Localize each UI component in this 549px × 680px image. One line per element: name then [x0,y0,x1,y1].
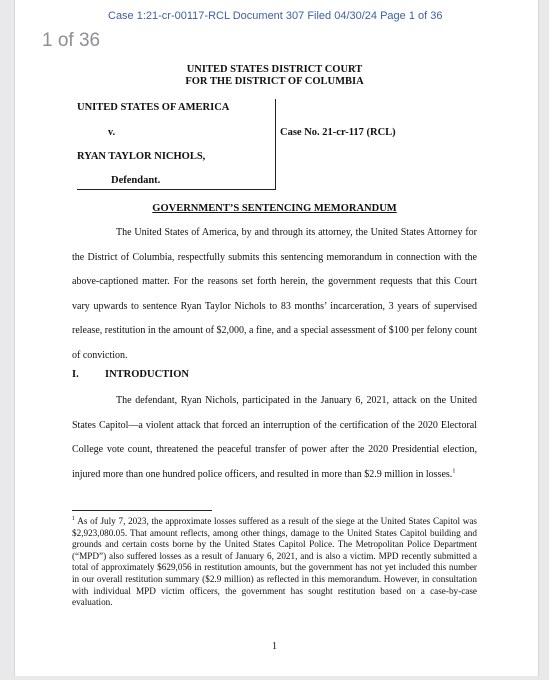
caption-versus: v. [108,127,115,138]
section-heading [72,369,189,380]
intro-paragraph: The United States of America, by and through its attorney, the United States Attorney for the District of Columbia, respectfully submits this sentencing memorandum in connection with the above-captioned matter. For the reasons set forth herein, the government requests that this Court vary upwards to sentence Ryan Taylor Nichols to 83 months’ incarceration, 3 years of supervised release, restitution in the amount of $2,000, a fine, and a special assessment of $100 per felony count of conviction. [72,227,477,361]
section-number: I. [72,369,79,380]
footnote [72,516,477,609]
section-paragraph [72,389,477,487]
footnote-text: As of July 7, 2023, the approximate losses suffered as a result of the siege at the United States Capitol was $2,923,080.05. That amount reflects, among other things, damage to the United States Capitol building and grounds and certain costs borne by the United States Capitol Police. The Metropolitan Police Department (“MPD”) also suffered losses as a result of January 6, 2021, and is also a victim. MPD recently submitted a total of approximately $629,056 in restitution amounts, but the government has not yet included this number in our overall restitution summary ($2.9 million) as reflected in this memorandum. However, in consultation with individual MPD victim officers, the government has sought restitution based on a case-by-case evaluation. [72,516,478,608]
court-name-line1: UNITED STATES DISTRICT COURT [186,64,363,75]
caption-defendant-label: Defendant. [111,175,161,186]
section-title: INTRODUCTION [105,369,190,380]
caption-divider-horizontal [77,189,276,190]
footnote-reference[interactable]: 1 [452,467,456,475]
memorandum-title: GOVERNMENT’S SENTENCING MEMORANDUM [152,203,397,214]
page-indicator: 1 of 36 [42,30,101,51]
ecf-header: Case 1:21-cr-00117-RCL Document 307 Filed 04/30/24 Page 1 of 36 [108,10,443,22]
footnote-number: 1 [72,515,75,522]
page-number: 1 [272,641,277,652]
caption-plaintiff: UNITED STATES OF AMERICA [77,102,230,113]
section-paragraph-text: The defendant, Ryan Nichols, participated in the January 6, 2021, attack on the United States Capitol—a violent attack that forced an interruption of the certification of the 2020 Electoral College vote count, threatened the peaceful transfer of power after the 2020 Presidential election, injured more than one hundred police officers, and resulted in more than $2.9 million in losses. [72,395,477,480]
caption-divider-vertical [275,99,276,189]
footnote-divider [72,510,212,511]
caption-defendant-name: RYAN TAYLOR NICHOLS, [77,151,206,162]
case-number: Case No. 21-cr-117 (RCL) [280,127,396,138]
court-name-line2: FOR THE DISTRICT OF COLUMBIA [185,76,364,87]
